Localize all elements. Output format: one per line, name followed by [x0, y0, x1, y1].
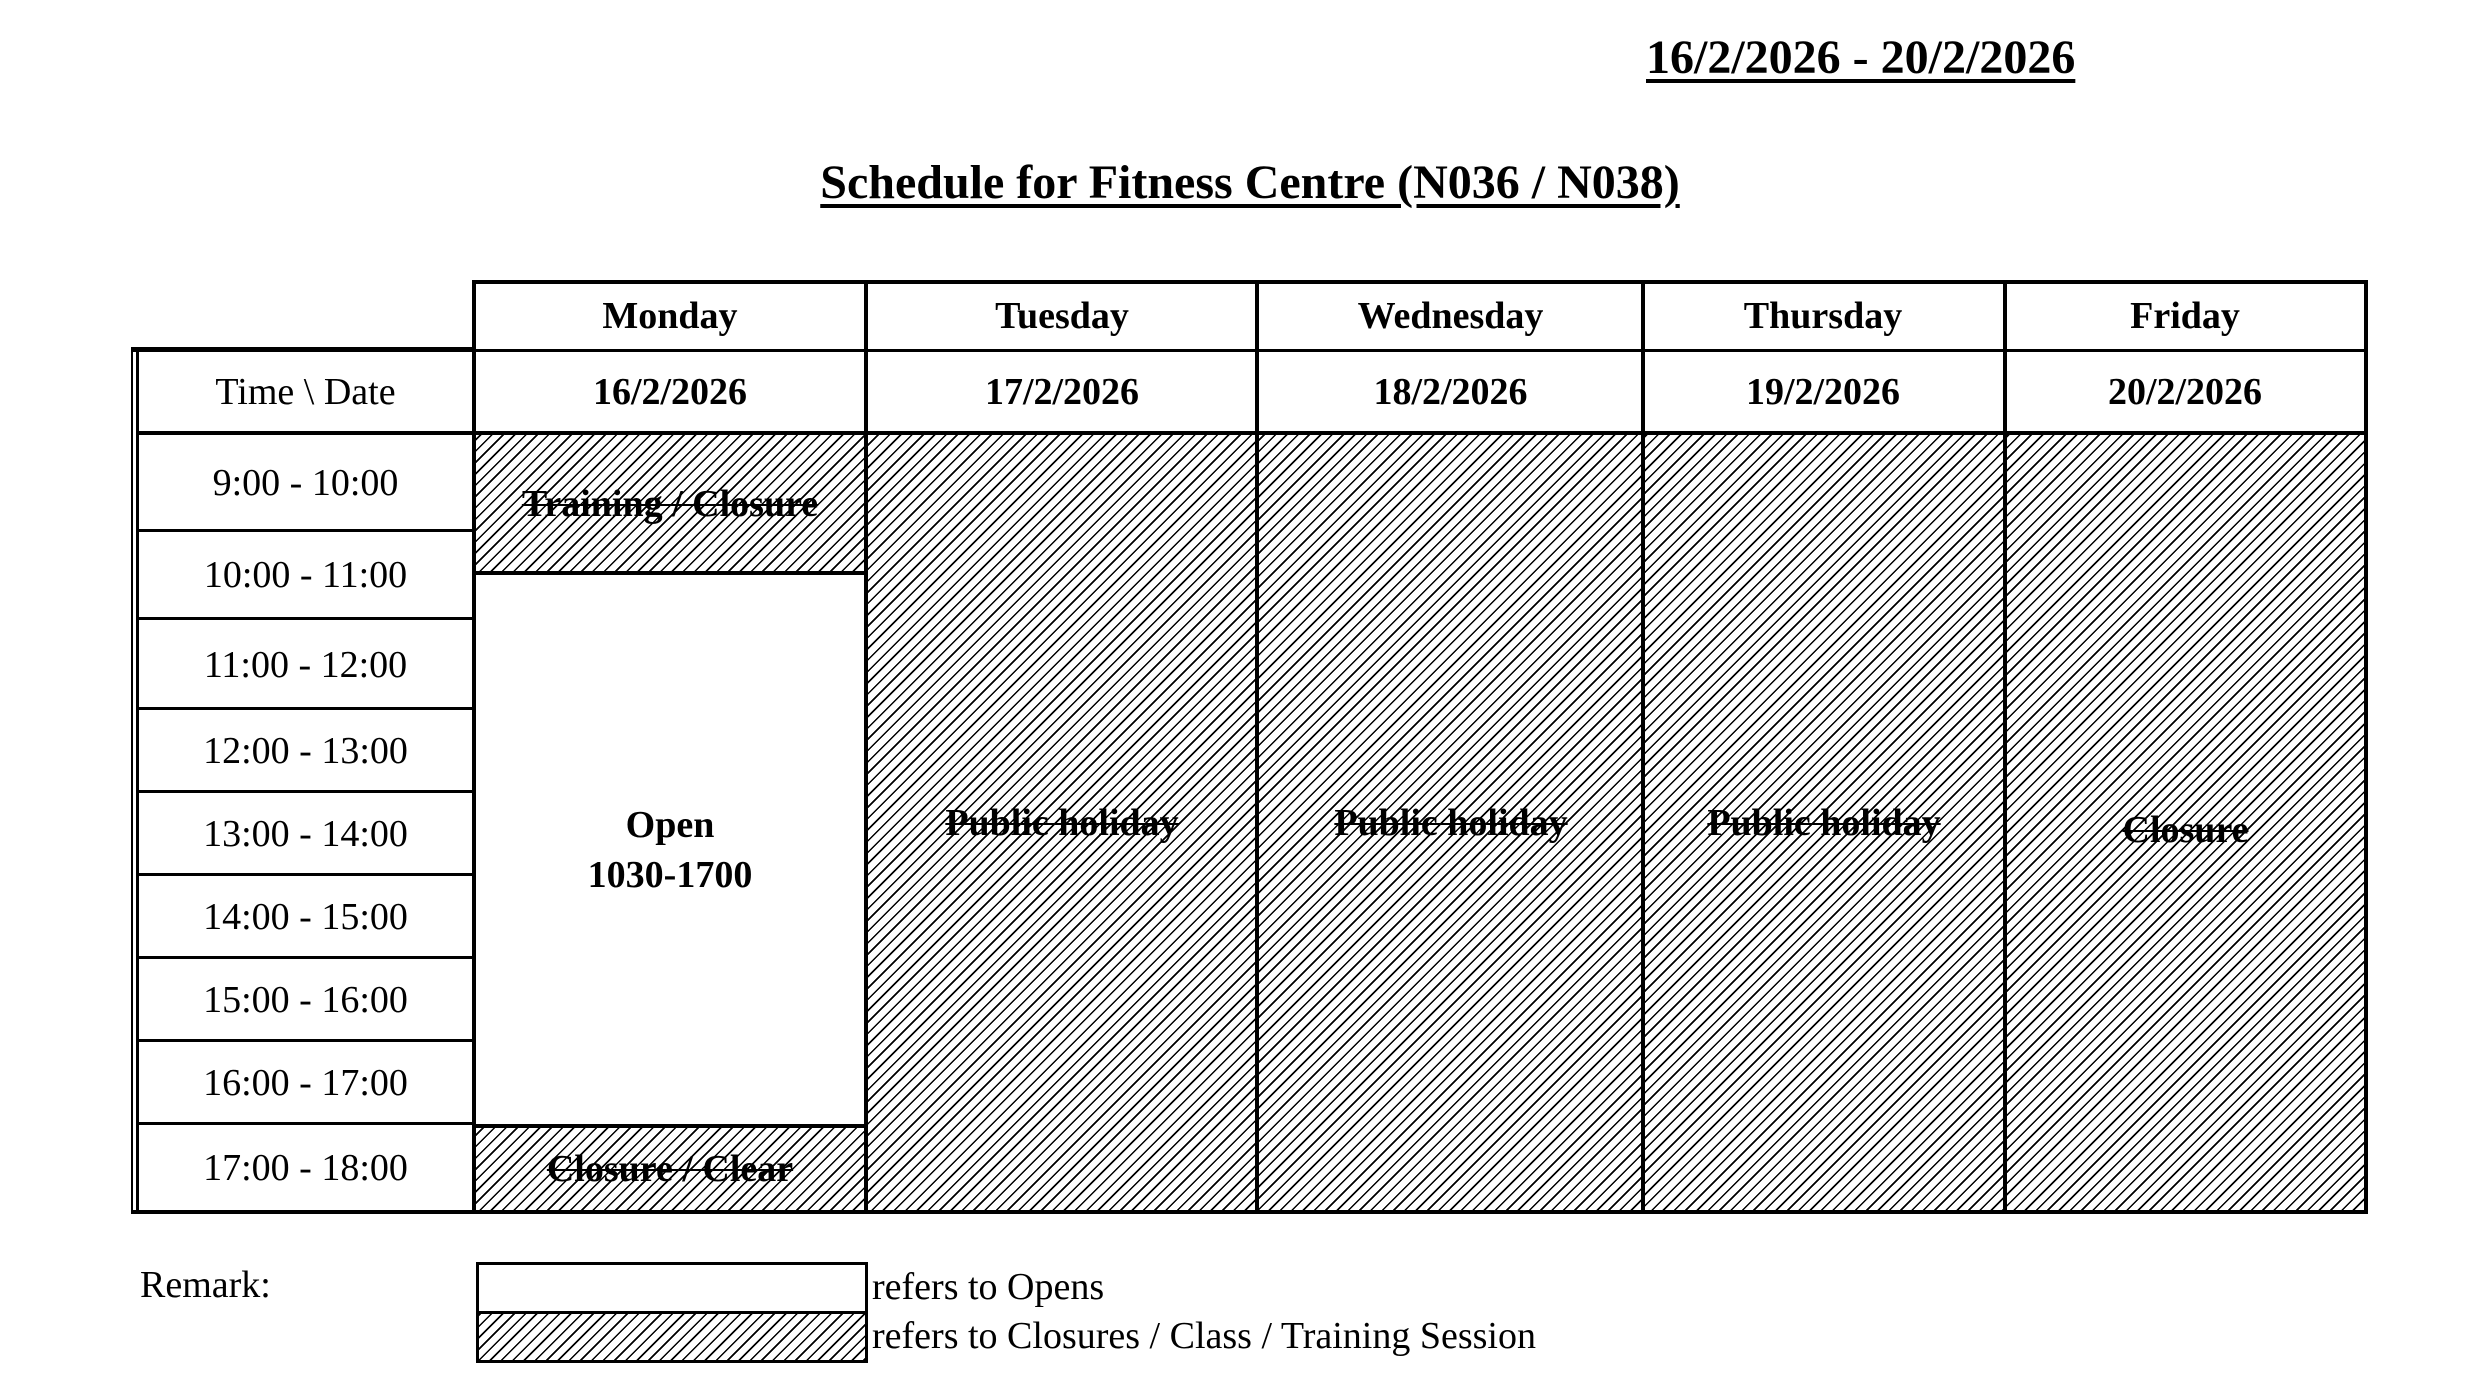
grid-line: [136, 873, 474, 876]
grid-line: [474, 280, 2368, 284]
tuesday-holiday-label: Public holiday: [945, 802, 1179, 844]
grid-line: [136, 790, 474, 793]
grid-line: [474, 1124, 866, 1128]
grid-line: [1255, 280, 1259, 1214]
time-slot-4: 13:00 - 14:00: [203, 813, 408, 855]
grid-line: [472, 280, 476, 1214]
remark-label: Remark:: [140, 1264, 271, 1306]
date-range: 16/2/2026 - 20/2/2026: [1646, 31, 2076, 84]
time-slot-8: 17:00 - 18:00: [203, 1146, 408, 1189]
date-header-tuesday: 17/2/2026: [984, 371, 1140, 413]
day-header-tuesday: Tuesday: [995, 295, 1129, 337]
grid-line: [131, 347, 475, 349]
time-slot-2: 11:00 - 12:00: [203, 643, 408, 686]
grid-line: [1641, 280, 1645, 1214]
legend-closed-text: refers to Closures / Class / Training Session: [872, 1315, 1536, 1357]
day-header-wednesday: Wednesday: [1357, 295, 1544, 337]
tuesday-holiday-block: [867, 435, 1257, 1211]
legend-open-swatch: [476, 1262, 868, 1314]
time-slot-6: 15:00 - 16:00: [203, 979, 408, 1021]
grid-line: [136, 707, 474, 710]
day-header-monday: Monday: [602, 295, 738, 337]
monday-training-label: Training / Closure: [521, 482, 819, 525]
day-header-thursday: Thursday: [1743, 295, 1903, 337]
grid-line: [474, 571, 866, 575]
grid-line: [131, 349, 2368, 352]
monday-open-block: [475, 574, 865, 1125]
wednesday-holiday-block: [1259, 435, 1643, 1211]
grid-line: [131, 347, 133, 1214]
grid-line: [864, 280, 868, 1214]
grid-line: [2003, 280, 2007, 1214]
time-slot-3: 12:00 - 13:00: [203, 730, 408, 772]
grid-line: [136, 1039, 474, 1042]
grid-line: [136, 1122, 474, 1125]
thursday-holiday-label: Public holiday: [1707, 802, 1941, 844]
date-header-wednesday: 18/2/2026: [1373, 371, 1528, 413]
time-date-header: Time \ Date: [215, 371, 396, 413]
time-slot-5: 14:00 - 15:00: [203, 896, 408, 938]
thursday-holiday-block: [1645, 435, 2003, 1211]
friday-closure-label: Closure: [2122, 809, 2249, 851]
grid-line: [136, 431, 2368, 435]
date-header-monday: 16/2/2026: [592, 371, 748, 413]
friday-closure-block: [2006, 435, 2365, 1211]
legend-open-text: refers to Opens: [872, 1266, 1105, 1308]
grid-line: [136, 529, 474, 532]
monday-closure-block: [475, 1127, 865, 1211]
grid-line: [136, 956, 474, 959]
legend-closed-swatch: [476, 1311, 868, 1363]
day-header-friday: Friday: [2130, 295, 2240, 337]
monday-closure-label: Closure / Clear: [546, 1148, 794, 1190]
monday-training-block: [475, 435, 865, 572]
wednesday-holiday-label: Public holiday: [1334, 802, 1568, 844]
date-header-thursday: 19/2/2026: [1745, 371, 1901, 413]
time-slot-1: 10:00 - 11:00: [203, 554, 408, 596]
monday-open-label: Open: [625, 803, 715, 846]
time-slot-0: 9:00 - 10:00: [212, 461, 399, 504]
grid-line: [131, 1210, 2368, 1214]
grid-line: [2364, 280, 2368, 1214]
grid-line: [136, 617, 474, 620]
grid-line: [136, 351, 139, 1212]
monday-open-hours: 1030-1700: [587, 853, 753, 896]
time-slot-7: 16:00 - 17:00: [203, 1062, 408, 1104]
page-title: Schedule for Fitness Centre (N036 / N038): [820, 156, 1680, 209]
date-header-friday: 20/2/2026: [2107, 371, 2263, 413]
